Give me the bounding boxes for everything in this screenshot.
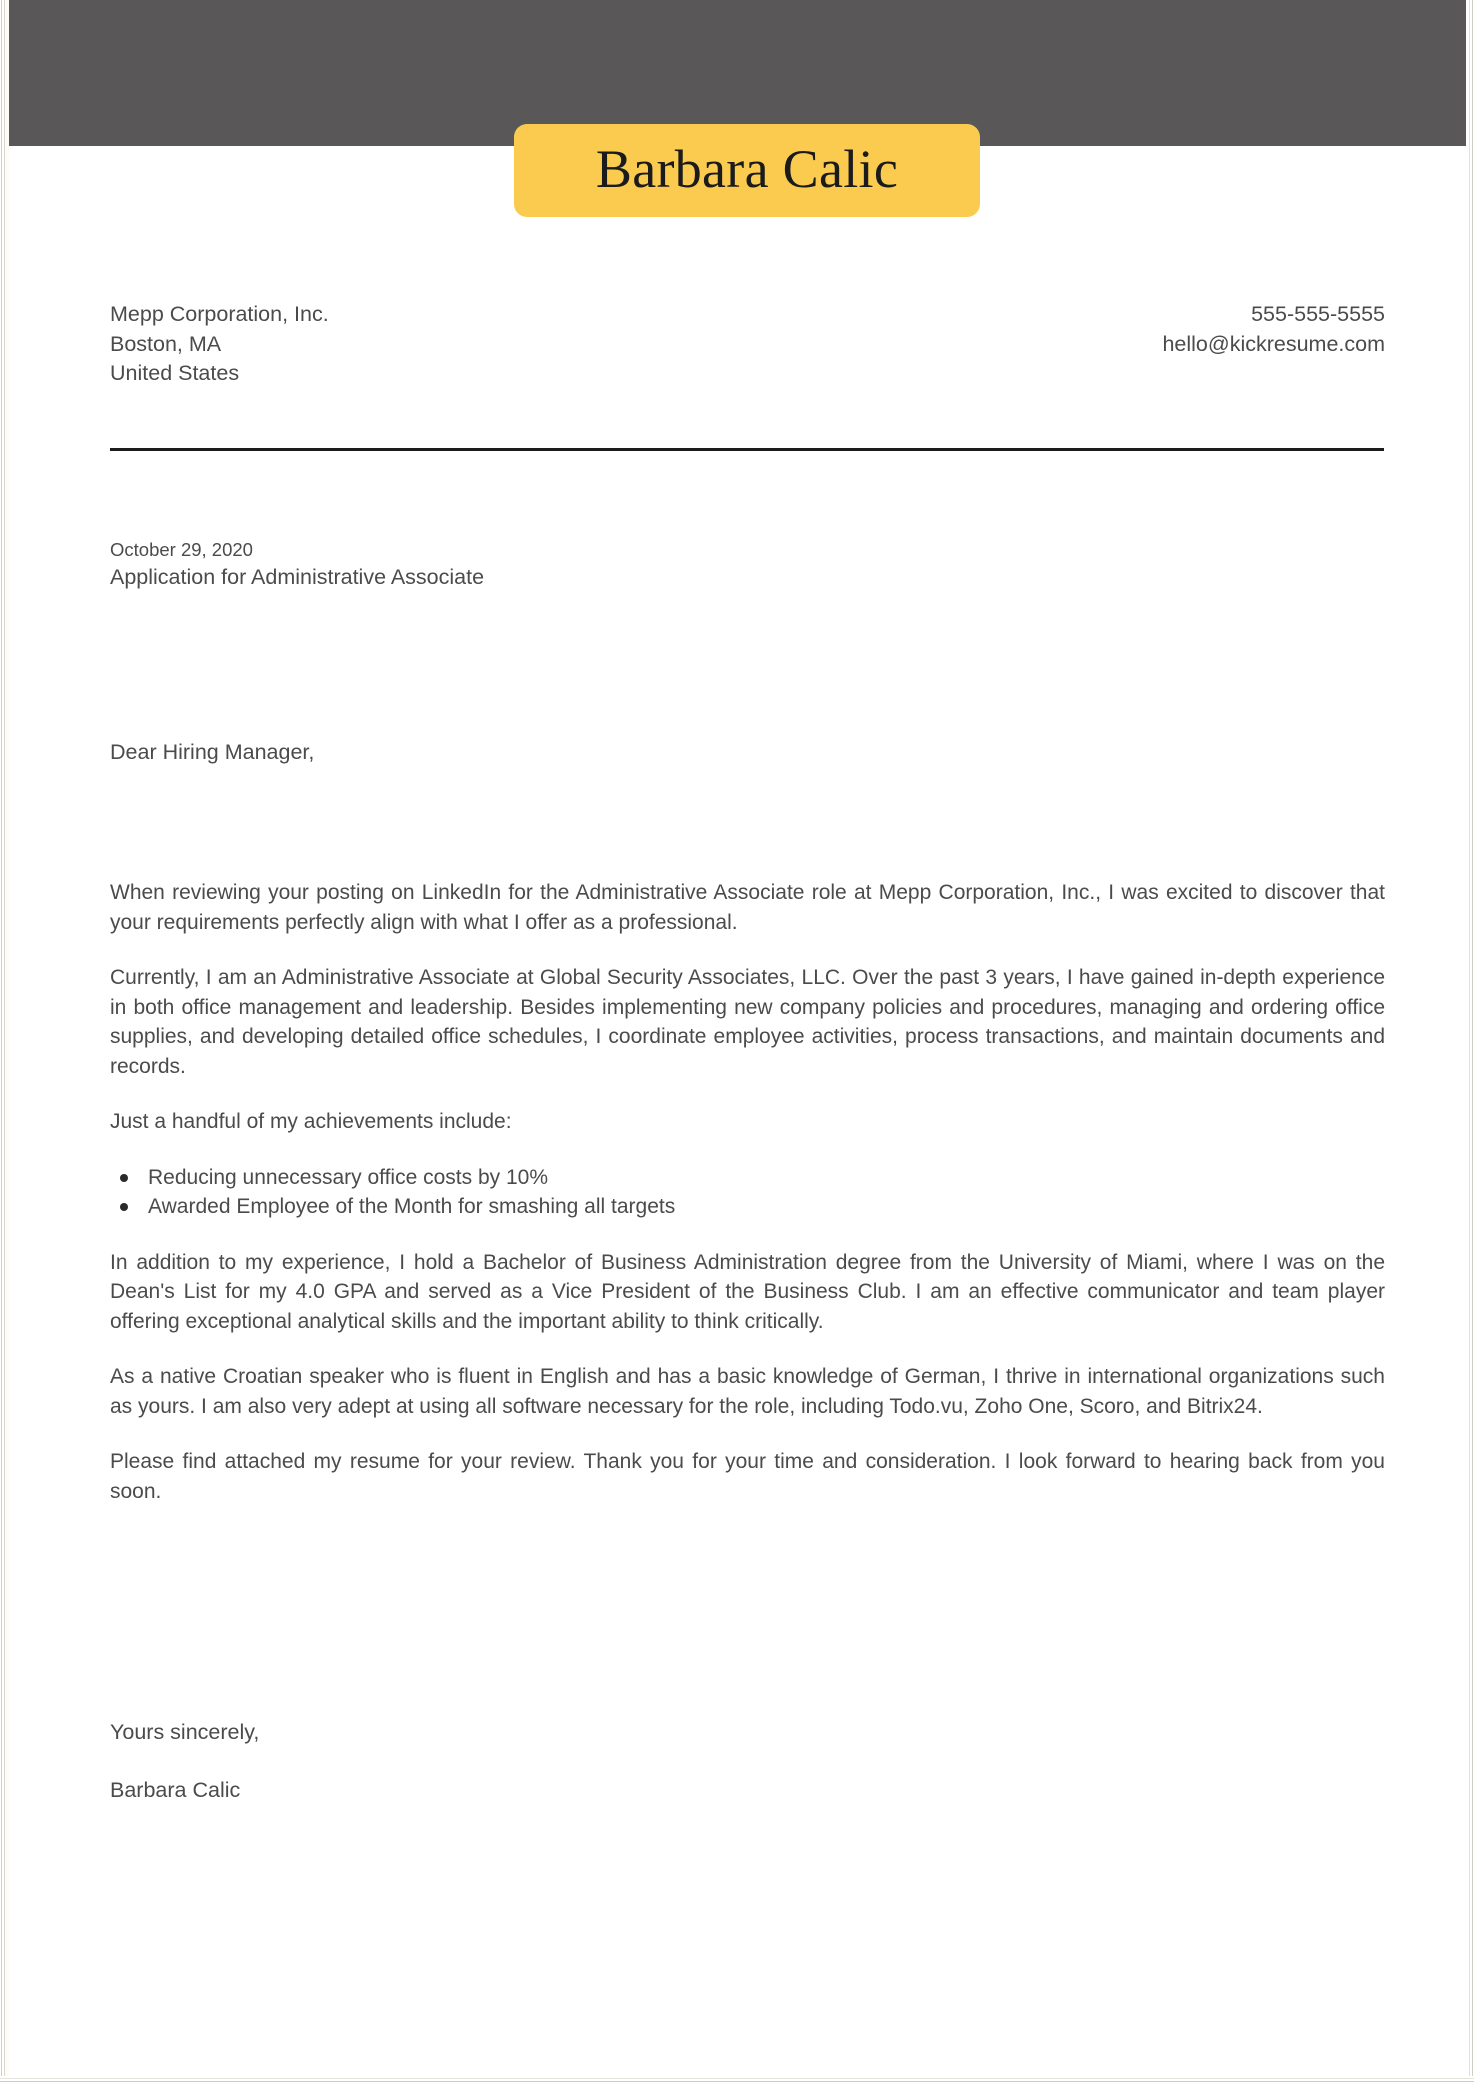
page-title: Barbara Calic <box>595 138 899 199</box>
page-edge-left <box>0 0 9 2083</box>
list-item <box>148 1163 1385 1193</box>
body-paragraph: Please find attached my resume for your review. Thank you for your time and consideration. I look forward to hearing back from you soon. <box>110 1450 1385 1503</box>
body-paragraph: As a native Croatian speaker who is fluent in English and has a basic knowledge of German, I thrive in international organizations such as yours. I am also very adept at using all software necessary for the role, including Todo.vu, Zoho One, Scoro, and Bitrix24. <box>110 1365 1385 1418</box>
signature-name: Barbara Calic <box>110 1778 241 1802</box>
signature-block <box>110 1718 910 1805</box>
name-plate <box>514 124 980 217</box>
body-paragraph: Just a handful of my achievements include: <box>110 1110 512 1133</box>
contact-email: hello@kickresume.com <box>1162 331 1385 356</box>
recipient-address <box>110 300 329 389</box>
recipient-city-state: Boston, MA <box>110 331 222 356</box>
letter-body <box>110 878 1385 1532</box>
achievements-list <box>110 1163 1385 1222</box>
body-paragraph: Currently, I am an Administrative Associate at Global Security Associates, LLC. Over the past 3 years, I have gained in-depth experience in both office management and leadership. Besides implementing new company policies and procedures, managing and ordering office supplies, and developing detailed office schedules, I coordinate employee activities, process transactions, and maintain documents and records. <box>110 966 1385 1078</box>
body-paragraph: When reviewing your posting on LinkedIn for the Administrative Associate role at Mepp Corporation, Inc., I was excited to discover that your requirements perfectly align with what I offer as a professional. <box>110 881 1385 934</box>
letter-salutation: Dear Hiring Manager, <box>110 740 315 764</box>
sender-contact <box>1162 300 1385 359</box>
body-paragraph: In addition to my experience, I hold a Bachelor of Business Administration degree from the University of Miami, where I was on the Dean's List for my 4.0 GPA and served as a Vice President of the Business Club. I am an effective communicator and team player offering exceptional analytical skills and the important ability to think critically. <box>110 1250 1385 1333</box>
letter-meta <box>110 537 1110 592</box>
contact-phone: 555-555-5555 <box>1251 302 1385 326</box>
bullet-icon <box>120 1174 128 1182</box>
closing-line: Yours sincerely, <box>110 1720 260 1744</box>
page-edge-right <box>1466 0 1474 2083</box>
list-item <box>148 1192 1385 1222</box>
recipient-country: United States <box>110 361 240 385</box>
list-item-label: Awarded Employee of the Month for smashing all targets <box>148 1195 676 1218</box>
letter-date: October 29, 2020 <box>110 539 253 560</box>
letter-subject: Application for Administrative Associate <box>110 565 485 589</box>
recipient-company: Mepp Corporation, Inc. <box>110 302 329 326</box>
address-row <box>110 300 1385 389</box>
bullet-icon <box>120 1203 128 1211</box>
header-divider <box>110 448 1384 451</box>
page-edge-bottom <box>0 2076 1474 2083</box>
list-item-label: Reducing unnecessary office costs by 10% <box>148 1165 549 1189</box>
